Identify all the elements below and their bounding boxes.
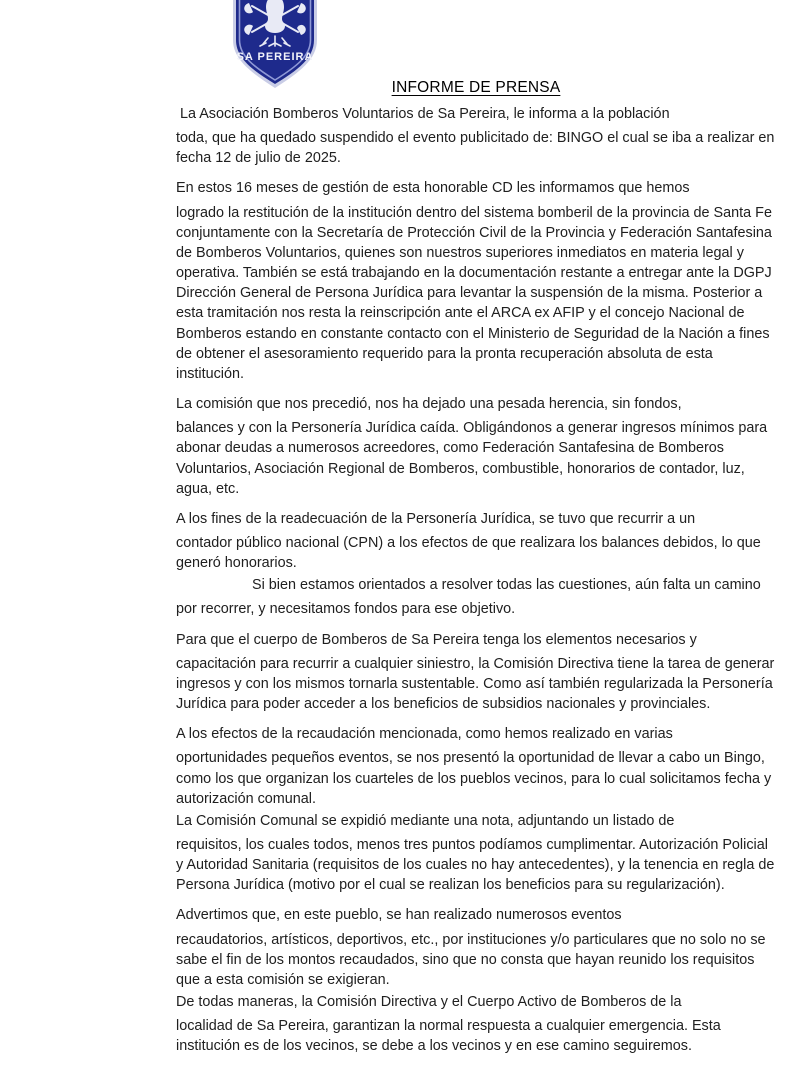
paragraph-p6 <box>176 630 776 715</box>
paragraph-first-line: Advertimos que, en este pueblo, se han realizado numerosos eventos <box>176 907 622 924</box>
paragraph-p7 <box>176 724 776 809</box>
paragraph-p8 <box>176 811 776 896</box>
paragraph-first-line: De todas maneras, la Comisión Directiva y el Cuerpo Activo de Bomberos de la <box>176 994 682 1011</box>
paragraph-p5 <box>176 575 776 619</box>
paragraph-rest: oportunidades pequeños eventos, se nos presentó la oportunidad de llevar a cabo un Bingo, como los que organizan los cuarteles de los pueblos vecinos, para lo cual solicitamos fecha y autorización comunal. <box>176 750 772 807</box>
paragraph-first-line: Si bien estamos orientados a resolver todas las cuestiones, aún falta un camino <box>252 577 761 594</box>
paragraph-rest: toda, que ha quedado suspendido el evento publicitado de: BINGO el cual se iba a realizar en fecha 12 de julio de 2025. <box>176 130 775 167</box>
paragraph-rest: localidad de Sa Pereira, garantizan la normal respuesta a cualquier emergencia. Esta institución es de los vecinos, se debe a los vecinos y en ese camino seguiremos. <box>176 1018 721 1055</box>
document-body <box>176 104 776 1067</box>
paragraph-p2 <box>176 178 776 384</box>
paragraph-first-line: En estos 16 meses de gestión de esta honorable CD les informamos que hemos <box>176 180 690 197</box>
paragraph-first-line: La Asociación Bomberos Voluntarios de Sa Pereira, le informa a la población <box>180 106 670 122</box>
paragraph-rest: por recorrer, y necesitamos fondos para ese objetivo. <box>176 601 516 618</box>
shield-caption-text: SA PEREIRA <box>236 51 314 63</box>
paragraph-first-line: Para que el cuerpo de Bomberos de Sa Pereira tenga los elementos necesarios y <box>176 631 697 648</box>
paragraph-first-line: La Comisión Comunal se expidió mediante una nota, adjuntando un listado de <box>176 812 675 829</box>
paragraph-rest: contador público nacional (CPN) a los efectos de que realizara los balances debidos, lo que generó honorarios. <box>176 534 761 572</box>
paragraph-first-line: A los fines de la readecuación de la Personería Jurídica, se tuvo que recurrir a un <box>176 510 696 527</box>
paragraph-p10 <box>176 992 776 1056</box>
paragraph-rest: recaudatorios, artísticos, deportivos, etc., por instituciones y/o particulares que no solo no se sabe el fin de los montos recaudados, sino que no consta que hayan reunido los requisitos que a esta comisión se exigieran. <box>176 931 766 988</box>
paragraph-rest: requisitos, los cuales todos, menos tres puntos podíamos cumplimentar. Autorización Policial y Autoridad Sanitaria (requisitos de los cuales no hay antecedentes), y la tenencia en regla de Persona Jurídica (motivo por el cual se realizan los beneficios para su regularización). <box>176 837 775 894</box>
paragraph-p9 <box>176 905 776 990</box>
paragraph-first-line: La comisión que nos precedió, nos ha dejado una pesada herencia, sin fondos, <box>176 396 682 413</box>
fire-helmet-icon <box>265 0 285 33</box>
page-title-text: INFORME DE PRENSA <box>391 79 561 96</box>
page-title <box>176 79 776 97</box>
sa-pereira-shield-logo <box>232 0 318 88</box>
paragraph-rest: balances y con la Personería Jurídica caída. Obligándonos a generar ingresos mínimos para abonar deudas a numerosos acreedores, como Federación Santafesina de Bomberos Voluntarios, Asociación Regional de Bomberos, combustible, honorarios de contador, luz, agua, etc. <box>176 420 768 497</box>
paragraph-first-line: A los efectos de la recaudación mencionada, como hemos realizado en varias <box>176 726 673 743</box>
paragraph-rest: capacitación para recurrir a cualquier siniestro, la Comisión Directiva tiene la tarea de generar ingresos y con los mismos tornarla sustentable. Como así también regularizada la Personería Jurídica para poder acceder a los beneficios de subsidios nacionales y provinciales. <box>176 655 775 713</box>
paragraph-p4 <box>176 509 776 573</box>
paragraph-p1 <box>176 104 776 168</box>
paragraph-p3 <box>176 394 776 499</box>
paragraph-rest: logrado la restitución de la institución dentro del sistema bomberil de la provincia de Santa Fe conjuntamente con la Secretaría de Protección Civil de la Provincia y Federación Santafesina de Bomberos Voluntarios, quienes son nuestros superiores inmediatos en materia legal y operativa. También se está trabajando en la documentación restante a entregar ante la DGPJ Dirección General de Persona Jurídica para levantar la suspensión de la misma. Posterior a esta tramitación nos resta la reinscripción ante el ARCA ex AFIP y el concejo Nacional de Bomberos estando en constante contacto con el Ministerio de Seguridad de la Nación a fines de obtener el asesoramiento requerido para la pronta recuperación absoluta de esta institución. <box>176 204 772 382</box>
